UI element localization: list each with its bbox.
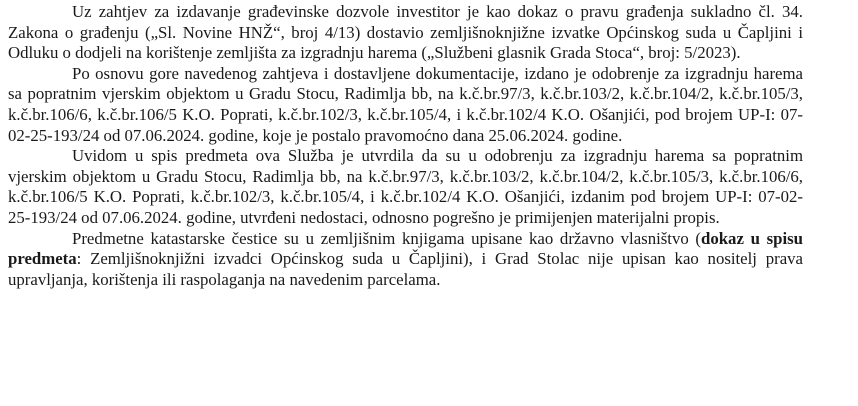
paragraph-approval-issued: Po osnovu gore navedenog zahtjeva i dostavljene dokumentacije, izdano je odobrenje za izgradnju harema sa popratnim vjerskim objektom u Gradu Stocu, Radimlja bb, na k.č.br.97/3, k.č.br.103/2, k.č.br.104/2, k.č.br.105/3, k.č.br.106/6, k.č.br.106/5 K.O. Poprati, k.č.br.102/3, k.č.br.105/4, i k.č.br.102/4 K.O. Ošanjići, pod brojem UP-I: 07-02-25-193/24 od 07.06.2024. godine, koje je postalo pravomoćno dana 25.06.2024. godine. bbox=[8, 63, 803, 145]
ownership-text-end: : Zemljišnoknjižni izvadci Općinskog suda u Čapljini), i Grad Stolac nije upisan kao nositelj prava upravljanja, korištenja ili raspolaganja na navedenim parcelama. bbox=[8, 249, 803, 289]
evidence-reference-bold: dokaz u spisu predmeta bbox=[8, 228, 803, 269]
document-body bbox=[8, 2, 803, 290]
paragraph-file-review: Uvidom u spis predmeta ova Služba je utvrdila da su u odobrenju za izgradnju harema sa popratnim vjerskim objektom u Gradu Stocu, Radimlja bb, na k.č.br.97/3, k.č.br.103/2, k.č.br.104/2, k.č.br.105/3, k.č.br.106/6, k.č.br.106/5 K.O. Poprati, k.č.br.102/3, k.č.br.105/4, i k.č.br.102/4 K.O. Ošanjići, izdanim pod brojem UP-I: 07-02-25-193/24 od 07.06.2024. godine, utvrđeni nedostaci, odnosno pogrešno je primijenjen materijalni propis. bbox=[8, 146, 803, 227]
ownership-text-start: Predmetne katastarske čestice su u zemljišnim knjigama upisane kao državno vlasništvo ( bbox=[72, 228, 701, 248]
paragraph-investor-proof: Uz zahtjev za izdavanje građevinske dozvole investitor je kao dokaz o pravu građenja sukladno čl. 34. Zakona o građenju („Sl. Novine HNŽ“, broj 4/13) dostavio zemljišnoknjižne izvatke Općinskog suda u Čapljini i Odluku o dodjeli na korištenje zemljišta za izgradnju harema („Službeni glasnik Grada Stoca“, broj: 5/2023). bbox=[8, 2, 803, 63]
paragraph-cadastral-ownership bbox=[8, 229, 803, 291]
